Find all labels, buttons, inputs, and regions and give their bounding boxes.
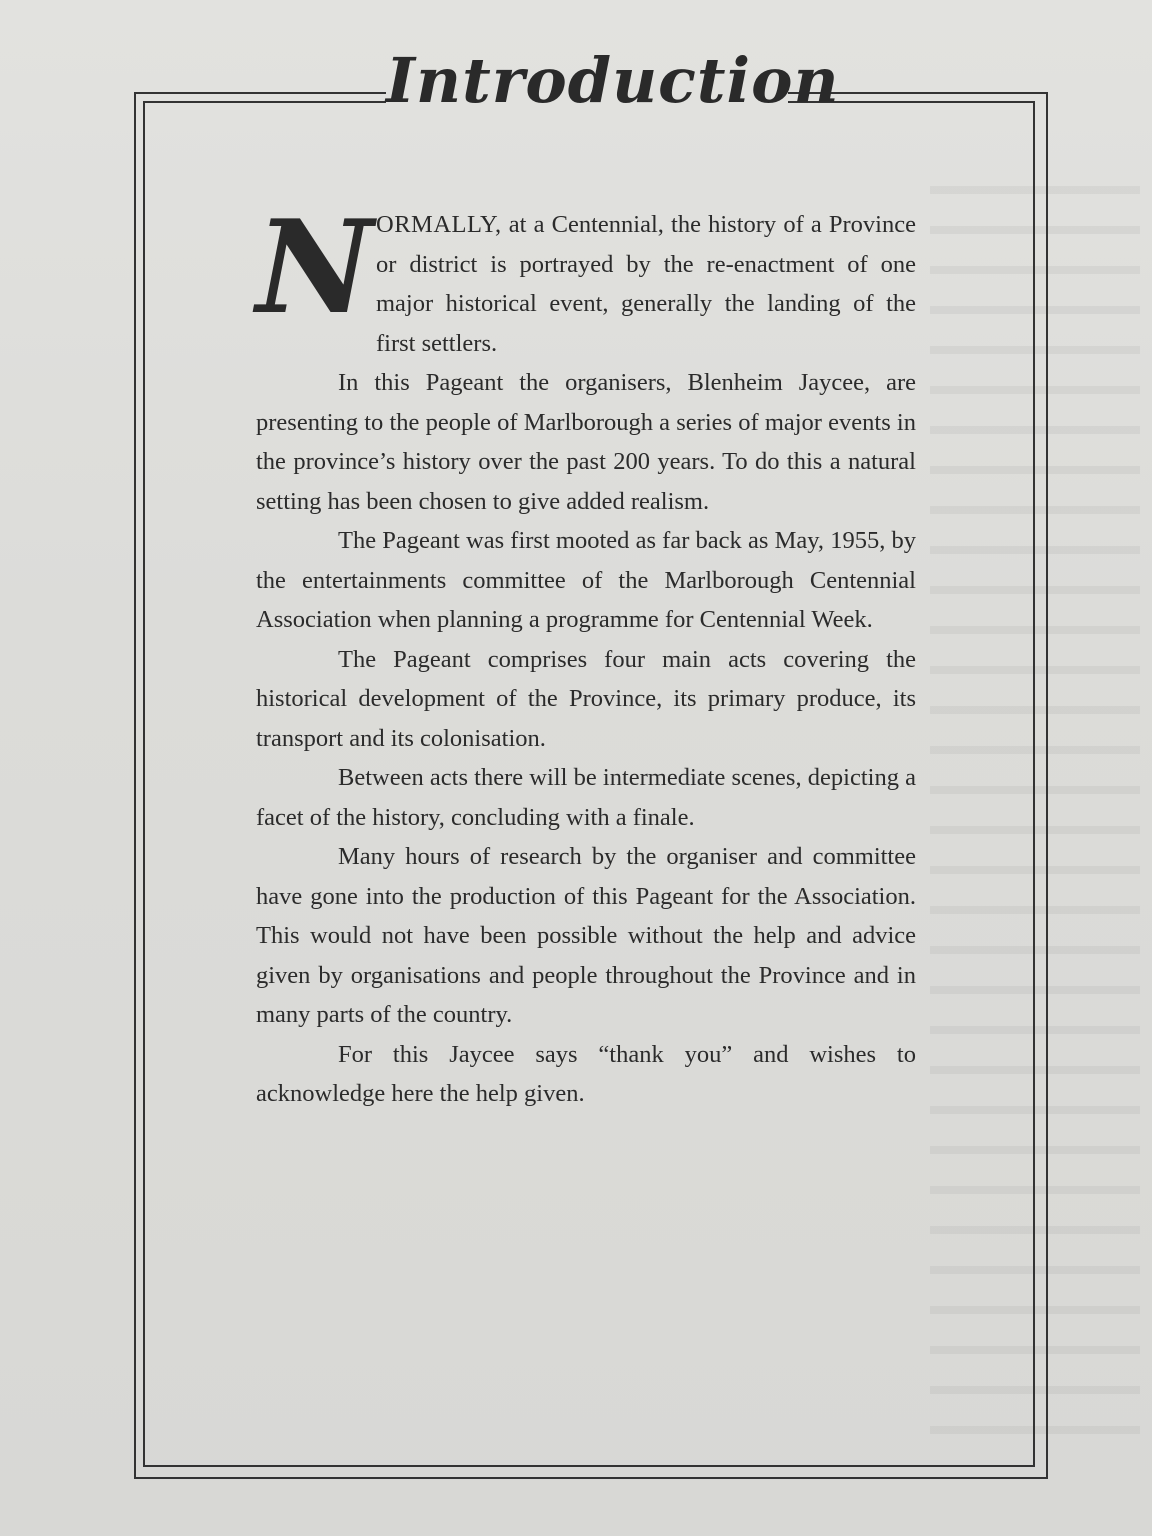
paragraph-6: Many hours of research by the organiser and committee have gone into the production of this Pageant for the Association. This would not have been possible without the help and advice given by organisations and people throughout the Province and in many parts of the country. bbox=[256, 843, 916, 1028]
page-title: Introduction bbox=[386, 44, 840, 117]
first-word-rest: ORMALLY, bbox=[376, 211, 502, 238]
first-paragraph-rest: at a Centennial, the history of a Province or district is portrayed by the re-enactment of one major historical event, generally the landing of the first settlers. bbox=[376, 211, 916, 357]
paragraph-2: In this Pageant the organisers, Blenheim Jaycee, are presenting to the people of Marlborough a series of major events in the province’s history over the past 200 years. To do this a natural setting has been chosen to give added realism. bbox=[256, 369, 916, 515]
body-text bbox=[256, 193, 916, 1114]
paragraph-5: Between acts there will be intermediate scenes, depicting a facet of the history, concluding with a finale. bbox=[256, 764, 916, 831]
paragraph-4: The Pageant comprises four main acts covering the historical development of the Province, its primary produce, its transport and its colonisation. bbox=[256, 645, 916, 752]
drop-cap: N bbox=[256, 193, 373, 343]
paragraph-7: For this Jaycee says “thank you” and wishes to acknowledge here the help given. bbox=[256, 1040, 916, 1107]
paragraph-3: The Pageant was first mooted as far back as May, 1955, by the entertainments committee of the Marlborough Centennial Association when planning a programme for Centennial Week. bbox=[256, 527, 916, 633]
